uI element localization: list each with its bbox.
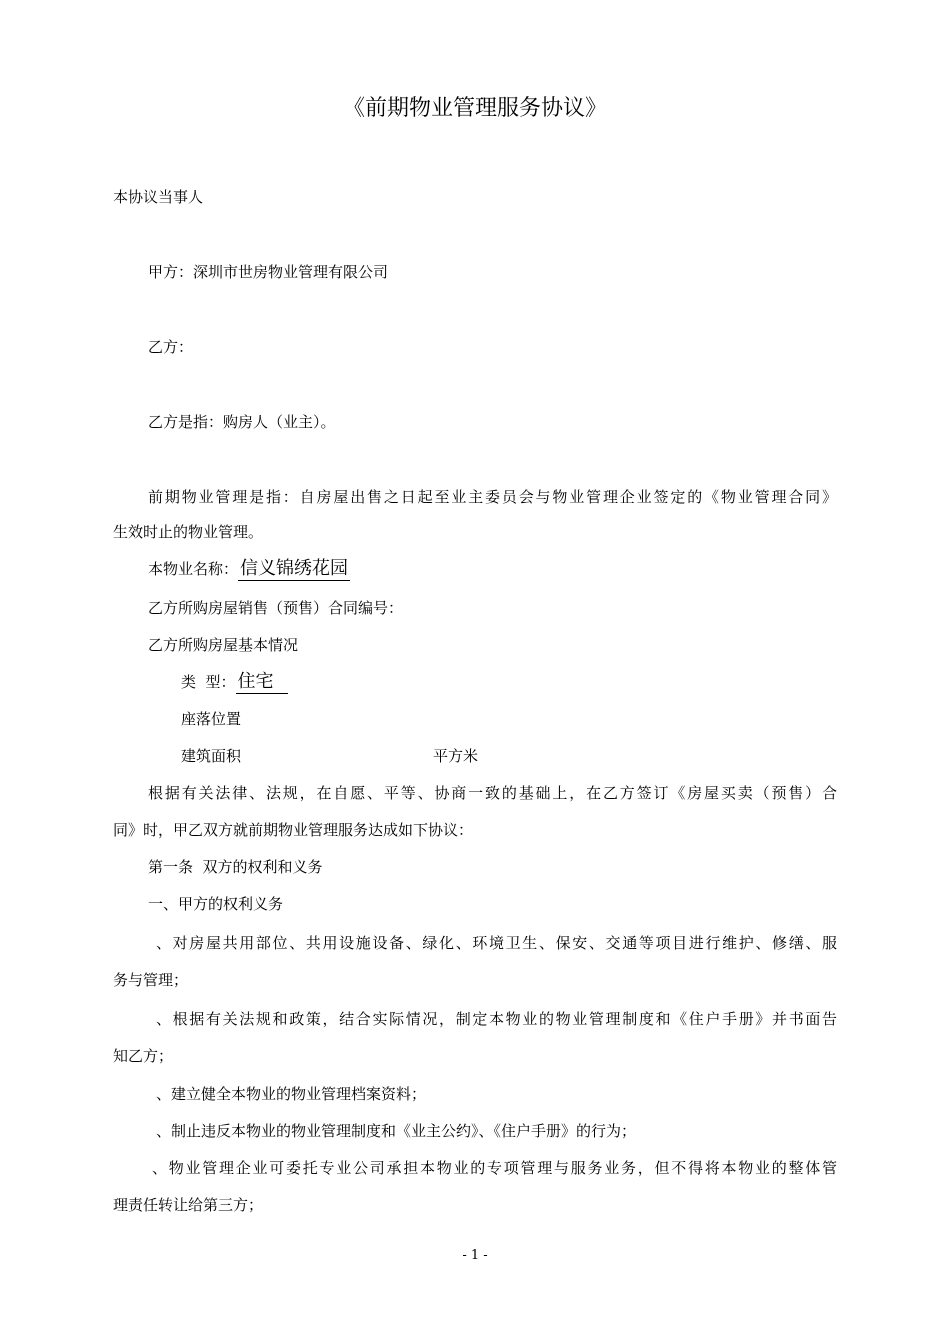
house-info-label: 乙方所购房屋基本情况 — [148, 636, 299, 654]
party-a: 甲方：深圳市世房物业管理有限公司 — [148, 263, 389, 281]
item-1-line-2: 务与管理； — [113, 971, 189, 989]
property-name-label: 本物业名称： — [148, 560, 239, 578]
property-name-row — [148, 559, 350, 581]
item-2-line-1: 、根据有关法规和政策，结合实际情况，制定本物业的物业管理制度和《住户手册》并书面告 — [156, 1010, 837, 1028]
type-label: 类 型： — [181, 673, 236, 691]
item-5-line-2: 理责任转让给第三方； — [113, 1196, 264, 1214]
property-name-value: 信义锦绣花园 — [240, 558, 349, 579]
item-2-line-2: 知乙方； — [113, 1047, 174, 1065]
parties-heading: 本协议当事人 — [113, 188, 204, 206]
item-5-line-1: 、物业管理企业可委托专业公司承担本物业的专项管理与服务业务，但不得将本物业的整体管 — [152, 1159, 837, 1177]
item-4: 、制止违反本物业的物业管理制度和《业主公约》、《住户手册》的行为； — [156, 1122, 637, 1140]
party-b: 乙方： — [148, 338, 194, 356]
section-1-heading: 一、甲方的权利义务 — [148, 895, 284, 913]
item-3: 、建立健全本物业的物业管理档案资料； — [156, 1085, 427, 1103]
contract-number-label: 乙方所购房屋销售（预售）合同编号： — [148, 599, 404, 617]
page-number: - 1 - — [462, 1248, 488, 1263]
basis-line-2: 同》时，甲乙双方就前期物业管理服务达成如下协议： — [113, 821, 474, 839]
type-value: 住宅 — [236, 672, 288, 694]
type-row — [181, 672, 288, 694]
document-title: 《前期物业管理服务协议》 — [342, 96, 607, 121]
basis-line-1: 根据有关法律、法规，在自愿、平等、协商一致的基础上，在乙方签订《房屋买卖（预售）合 — [148, 784, 837, 802]
location-label: 座落位置 — [181, 710, 242, 728]
definition-line-2: 生效时止的物业管理。 — [113, 523, 264, 541]
definition-line-1: 前期物业管理是指：自房屋出售之日起至业主委员会与物业管理企业签定的《物业管理合同》 — [148, 488, 837, 506]
article-1-heading: 第一条 双方的权利和义务 — [148, 858, 323, 876]
party-b-definition: 乙方是指：购房人（业主）。 — [148, 413, 336, 431]
area-label: 建筑面积 — [181, 747, 242, 765]
item-1-line-1: 、对房屋共用部位、共用设施设备、绿化、环境卫生、保安、交通等项目进行维护、修缮、服 — [156, 934, 837, 952]
area-unit: 平方米 — [433, 747, 479, 765]
